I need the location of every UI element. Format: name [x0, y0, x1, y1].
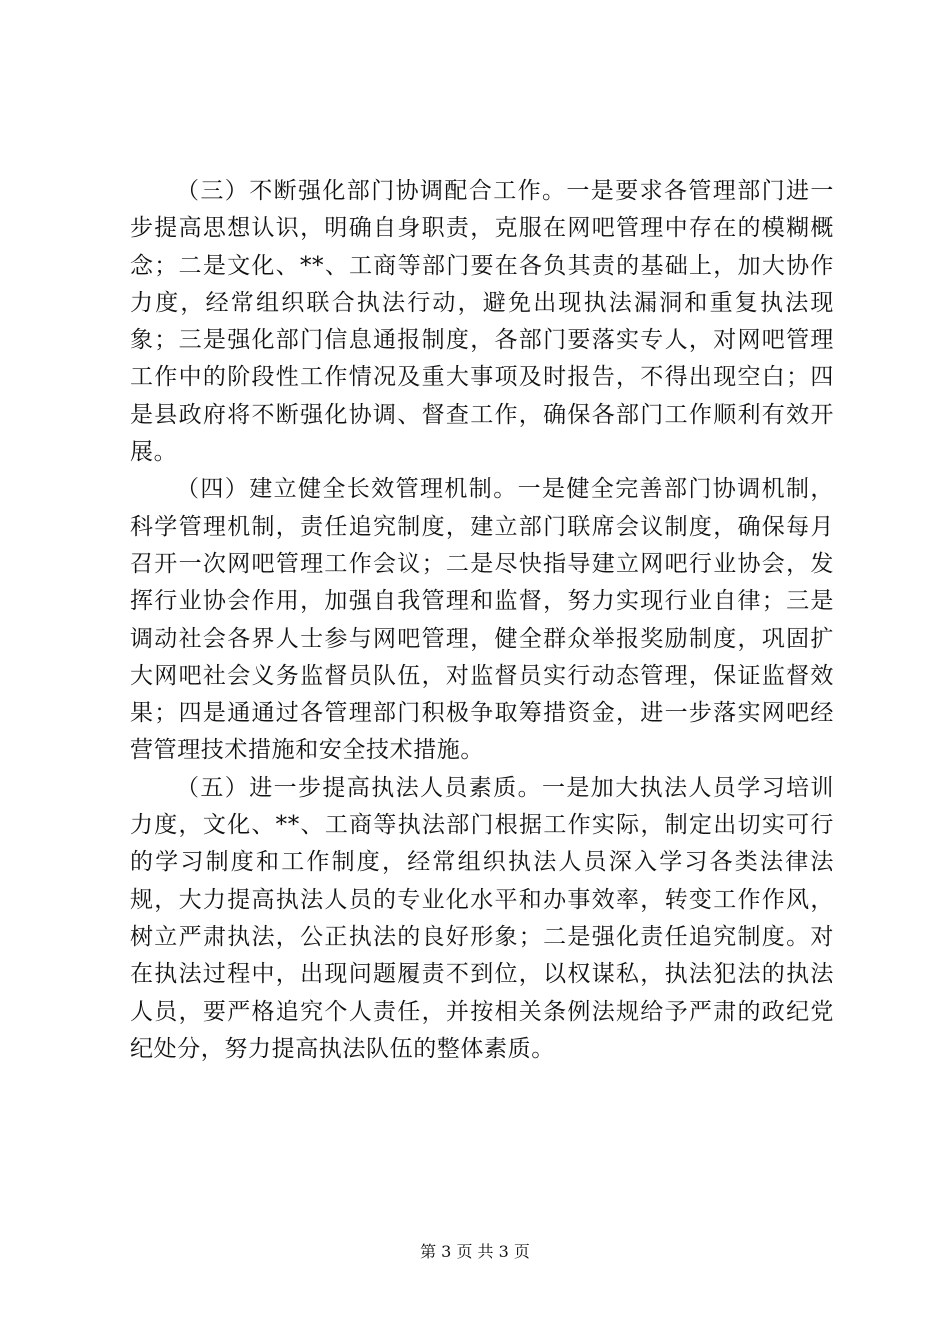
page-footer: 第 3 页 共 3 页 — [420, 1242, 530, 1261]
paragraph-section-4: （四）建立健全长效管理机制。一是健全完善部门协调机制，科学管理机制，责任追究制度，建立部门联席会议制度，确保每月召开一次网吧管理工作会议；二是尽快指导建立网吧行业协会，发挥行业协会作用，加强自我管理和监督，努力实现行业自律；三是调动社会各界人士参与网吧管理，健全群众举报奖励制度，巩固扩大网吧社会义务监督员队伍，对监督员实行动态管理，保证监督效果；四是通通过各管理部门积极争取筹措资金，进一步落实网吧经营管理技术措施和安全技术措施。 — [130, 476, 834, 764]
paragraph-section-3: （三）不断强化部门协调配合工作。一是要求各管理部门进一步提高思想认识，明确自身职责，克服在网吧管理中存在的模糊概念；二是文化、**、工商等部门要在各负其责的基础上，加大协作力度，经常组织联合执法行动，避免出现执法漏洞和重复执法现象；三是强化部门信息通报制度，各部门要落实专人，对网吧管理工作中的阶段性工作情况及重大事项及时报告，不得出现空白；四是县政府将不断强化协调、督查工作，确保各部门工作顺利有效开展。 — [130, 178, 834, 466]
paragraph-section-5: （五）进一步提高执法人员素质。一是加大执法人员学习培训力度，文化、**、工商等执法部门根据工作实际，制定出切实可行的学习制度和工作制度，经常组织执法人员深入学习各类法律法规，大力提高执法人员的专业化水平和办事效率，转变工作作风，树立严肃执法，公正执法的良好形象；二是强化责任追究制度。对在执法过程中，出现问题履责不到位，以权谋私，执法犯法的执法人员，要严格追究个人责任，并按相关条例法规给予严肃的政纪党纪处分，努力提高执法队伍的整体素质。 — [130, 774, 834, 1062]
document-body — [130, 173, 834, 1068]
